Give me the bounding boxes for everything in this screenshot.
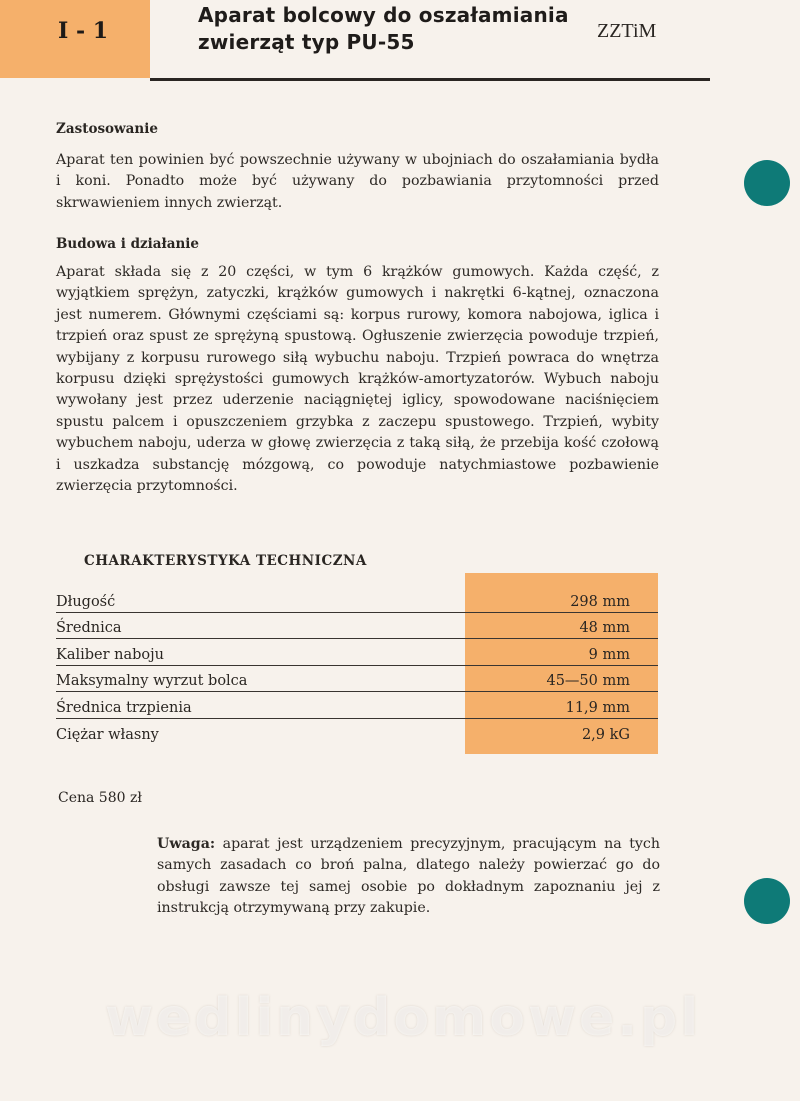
spec-row [56, 586, 658, 613]
spec-row [56, 666, 658, 693]
chapter-tab [0, 0, 150, 78]
spec-value: 11,9 mm [565, 699, 630, 716]
spec-label: Ciężar własny [56, 726, 159, 743]
construction-heading: Budowa i działanie [56, 236, 200, 252]
spec-row [56, 639, 658, 666]
spec-row [56, 613, 658, 640]
application-text: Aparat ten powinien być powszechnie używany w ubojniach do oszałamiania bydła i koni. Ponadto może być używany do pozbawiania przytomności przed skrwawieniem innych zwierząt. [56, 152, 659, 211]
document-title [198, 2, 569, 56]
spec-value: 48 mm [579, 620, 630, 637]
construction-text: Aparat składa się z 20 części, w tym 6 krążków gumowych. Każda część, z wyjątkiem sprężyn, zatyczki, krążków gumowych i nakrętki 6-kątnej, oznaczona jest numerem. Głównymi częściami są: korpus rurowy, komora nabojowa, iglica i trzpień oraz spust ze sprężyną spustową. Ogłuszenie zwierzęcia powoduje trzpień, wybijany z korpusu rurowego siłą wybuchu naboju. Trzpień powraca do wnętrza korpusu dzięki sprężystości gumowych krążków-amortyzatorów. Wybuch naboju wywołany jest przez uderzenie naciągniętej iglicy, spowodowane naciśnięciem spustu palcem i opuszczeniem grzybka z zaczepu spustowego. Trzpień, wybity wybuchem naboju, uderza w głowę zwierzęcia z taką siłą, że przebija kość czołową i uszkadza substancję mózgową, co powoduje natychmiastowe pozbawienie zwierzęcia przytomności. [56, 264, 659, 495]
binder-hole-bottom [744, 878, 790, 924]
note-label: Uwaga: [157, 836, 216, 852]
spec-row [56, 692, 658, 719]
spec-label: Średnica trzpienia [56, 699, 192, 716]
chapter-code: I - 1 [58, 18, 109, 44]
manufacturer-mark: ZZTiM [597, 20, 657, 42]
note-text: aparat jest urządzeniem precyzyjnym, pracującym na tych samych zasadach co broń palna, dlatego należy powierzać go do obsługi zawsze tej samej osobie po dokładnym zapoznaniu jej z instrukcją otrzymywaną przy zakupie. [157, 836, 660, 917]
watermark: wedlinydomowe.pl [105, 988, 702, 1048]
header-rule [150, 78, 710, 81]
spec-label: Długość [56, 593, 116, 610]
specs-title: CHARAKTERYSTYKA TECHNICZNA [84, 553, 367, 569]
title-line-2: zwierząt typ PU-55 [198, 30, 415, 54]
spec-row [56, 719, 658, 745]
note [157, 834, 660, 920]
spec-value: 2,9 kG [581, 726, 630, 743]
specs-table [56, 586, 658, 745]
spec-value: 298 mm [570, 593, 630, 610]
spec-value: 45—50 mm [546, 673, 630, 690]
binder-hole-top [744, 160, 790, 206]
title-line-1: Aparat bolcowy do oszałamiania [198, 3, 569, 27]
application-heading: Zastosowanie [56, 121, 158, 137]
price: Cena 580 zł [58, 790, 142, 806]
spec-label: Kaliber naboju [56, 646, 164, 663]
spec-label: Maksymalny wyrzut bolca [56, 673, 248, 690]
spec-value: 9 mm [588, 646, 630, 663]
spec-label: Średnica [56, 620, 122, 637]
